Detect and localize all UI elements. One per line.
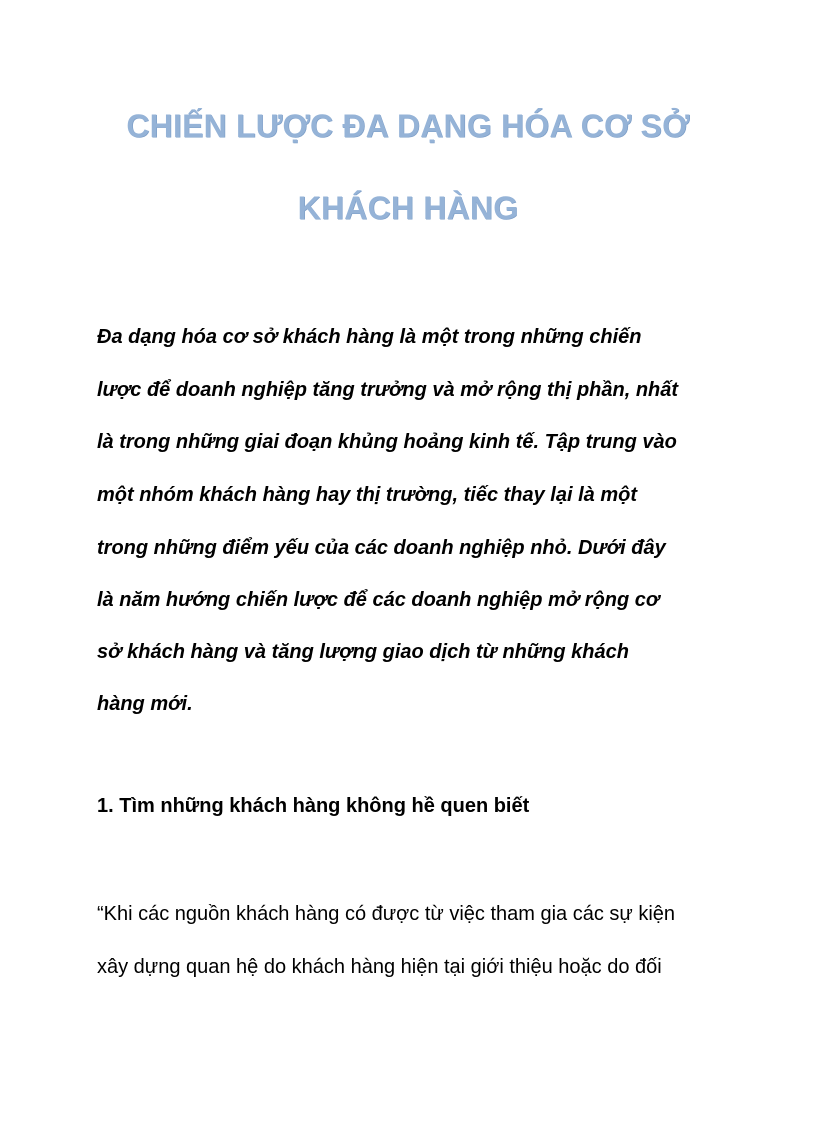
intro-line-4: một nhóm khách hàng hay thị trường, tiếc thay lại là một [97,484,637,506]
intro-line-6: là năm hướng chiến lược để các doanh nghiệp mở rộng cơ [97,589,660,611]
body-line-2: xây dựng quan hệ do khách hàng hiện tại giới thiệu hoặc do đối [97,956,662,978]
body-line-1: “Khi các nguồn khách hàng có được từ việc tham gia các sự kiện [97,903,676,925]
intro-line-1: Đa dạng hóa cơ sở khách hàng là một trong những chiến [97,326,642,348]
intro-line-2: lược để doanh nghiệp tăng trưởng và mở rộng thị phần, nhất [97,379,679,401]
intro-line-5: trong những điểm yếu của các doanh nghiệp nhỏ. Dưới đây [97,537,666,559]
intro-line-8: hàng mới. [97,693,193,715]
section-heading: 1. Tìm những khách hàng không hề quen biết [97,795,530,817]
title-line-1: CHIẾN LƯỢC ĐA DẠNG HÓA CƠ SỞ [126,108,690,144]
intro-line-3: là trong những giai đoạn khủng hoảng kinh tế. Tập trung vào [97,431,677,453]
intro-line-7: sở khách hàng và tăng lượng giao dịch từ những khách [97,641,629,663]
title-line-2: KHÁCH HÀNG [297,190,519,226]
